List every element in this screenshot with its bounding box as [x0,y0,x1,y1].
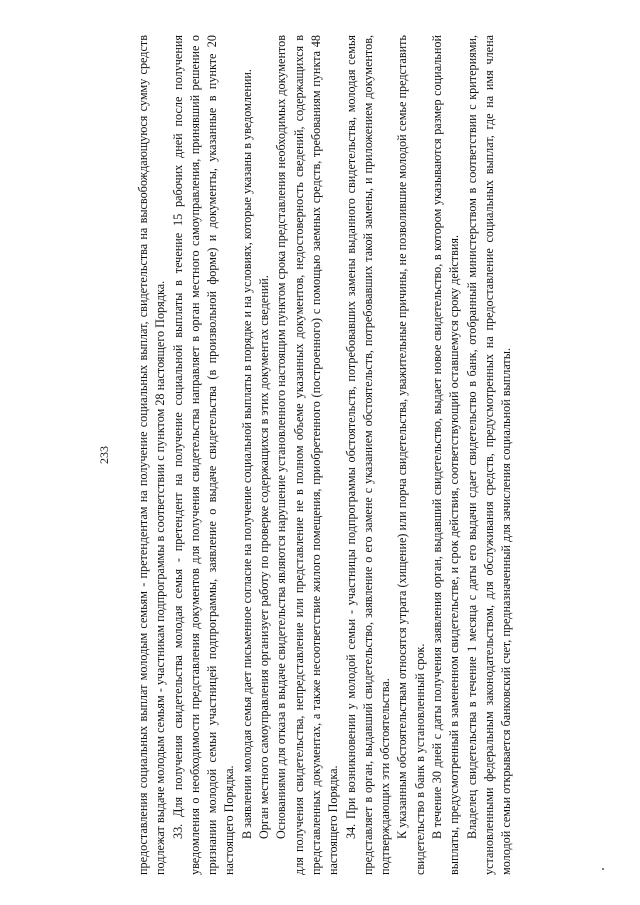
paragraph: В течение 30 дней с даты получения заявления орган, выдавший свидетельство, выдает новое свидетельство, в котором указываются размер социальной выплаты, предусмотренный в замененном свидетельстве, и срок действия, соответствующий оставшемуся сроку действия. [430,35,462,875]
scan-speck [602,868,604,870]
paragraph: 33. Для получения свидетельства молодая семья - претендент на получение социальной выплаты в течение 15 рабочих дней после получения уведомления о необходимости представления документов для получения свидетельства направляет в орган местного самоуправления, принявший решение о признании молодой семьи участницей подпрограммы, заявление о выдаче свидетельства (в произвольной форме) и документы, указанные в пункте 20 настоящего Порядка. [170,35,237,875]
rotated-text-block [97,35,605,875]
paragraph: Основаниями для отказа в выдаче свидетельства являются нарушение установленного настоящим пунктом срока представления необходимых документов для получения свидетельства, непредставление или представление не в полном объеме указанных документов, недостоверность сведений, содержащихся в представленных документах, а также несоответствие жилого помещения, приобретенного (построенного) с помощью заемных средств, требованиям пункта 48 настоящего Порядка. [274,35,341,875]
paragraph: Орган местного самоуправления организует работу по проверке содержащихся в этих документах сведений. [257,275,272,839]
paragraph: 34. При возникновении у молодой семьи - участницы подпрограммы обстоятельств, потребовавших замены выданного свидетельства, молодая семья представляет в орган, выдавший свидетельство, заявление о его замене с указанием обстоятельств, потребовавших такой замены, и приложением документов, подтверждающих эти обстоятельства. [343,35,393,875]
page-number: 233 [97,446,111,464]
paragraph: Владелец свидетельства в течение 1 месяца с даты его выдачи сдает свидетельство в банк, отобранный министерством в соответствии с критериями, установленными федеральным законодательством, для обслуживания средств, предусмотренных на предоставление социальных выплат, где на имя члена молодой семьи открывается банковский счет, предназначенный для зачисления социальной выплаты. [464,35,514,875]
paragraph: В заявлении молодая семья дает письменное согласие на получение социальной выплаты в порядке и на условиях, которые указаны в уведомлении. [239,69,254,839]
scanned-page [97,20,630,890]
paragraph: предоставления социальных выплат молодым семьям - претендентам на получение социальных выплат, свидетельства на высвобождающуюся сумму средств подлежат выдаче молодым семьям - участникам подпрограммы в соответствии с пунктом 28 настоящего Порядка. [136,35,168,875]
document-body [135,35,516,875]
paragraph: К указанным обстоятельствам относятся утрата (хищение) или порча свидетельства, уважительные причины, не позволившие молодой семье представить свидетельство в банк в установленный срок. [395,35,427,875]
